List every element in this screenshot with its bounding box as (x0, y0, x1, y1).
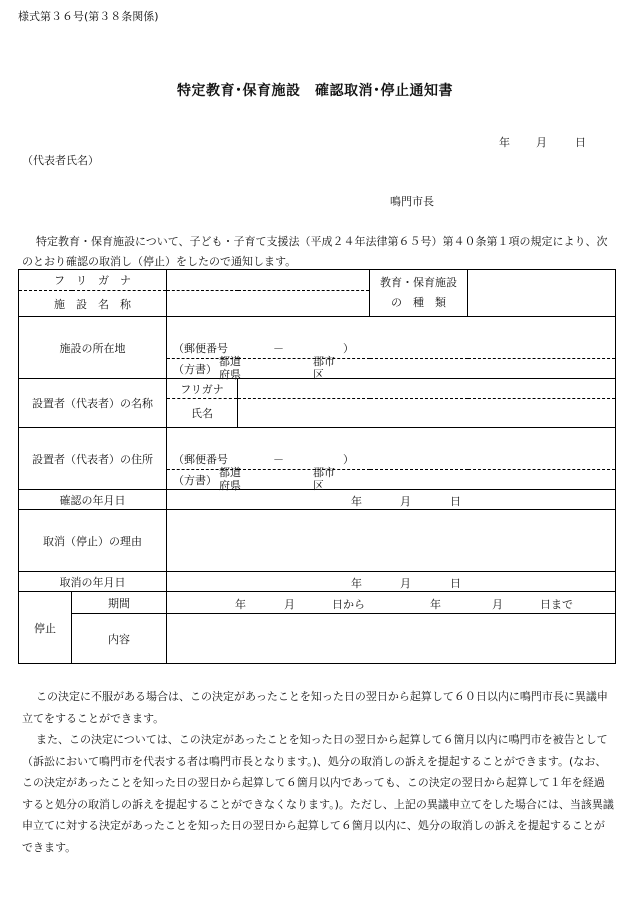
location-ku: 区 (313, 367, 324, 381)
confirm-date-day: 日 (450, 494, 461, 508)
representative-name-label: （代表者氏名） (22, 154, 99, 167)
operator-furigana-label-cell (167, 379, 238, 399)
suspension-label-cell (19, 592, 72, 664)
location-label-cell (19, 317, 167, 379)
location-postal-close: ） (343, 341, 354, 355)
location-postal-label: （郵便番号 (173, 341, 228, 355)
facility-type-label-cell (370, 270, 468, 317)
facility-type-label-1: 教育・保育施設 (380, 276, 457, 289)
header-date-year: 年 (499, 136, 510, 149)
content-label: 内容 (108, 632, 130, 646)
confirm-date-label: 確認の年月日 (59, 493, 126, 507)
operator-todo: 都道 (219, 465, 241, 479)
operator-katagaki-label: （方書） (173, 473, 217, 487)
facility-furigana-field[interactable] (167, 270, 370, 291)
confirm-date-year: 年 (351, 494, 362, 508)
operator-postal-label: （郵便番号 (173, 452, 228, 466)
confirm-date-month: 月 (400, 494, 411, 508)
period-from-month: 月 (284, 597, 295, 611)
header-date-month: 月 (536, 136, 547, 149)
operator-shimei-label: 氏名 (191, 407, 213, 420)
facility-type-label-2: の 種 類 (391, 296, 446, 309)
facility-name-label: 施 設 名 称 (54, 297, 131, 311)
location-label: 施設の所在地 (59, 341, 126, 355)
reason-label-cell (19, 510, 167, 572)
reason-field[interactable] (167, 510, 616, 572)
operator-address-label-cell (19, 428, 167, 490)
cancel-date-year: 年 (351, 576, 362, 590)
period-to-day: 日まで (540, 597, 573, 611)
cancel-date-label: 取消の年月日 (59, 575, 126, 589)
location-katagaki-label: （方書） (173, 362, 217, 376)
operator-ku: 区 (313, 478, 324, 492)
operator-furigana-label: フリガナ (180, 382, 224, 396)
cancel-date-month: 月 (400, 576, 411, 590)
period-to-year: 年 (430, 597, 441, 611)
location-gunshi: 郡市 (313, 354, 335, 368)
issuer: 鳴門市長 (390, 195, 434, 208)
operator-gunshi: 郡市 (313, 465, 335, 479)
reason-label: 取消（停止）の理由 (43, 534, 142, 548)
confirm-date-label-cell (19, 490, 167, 510)
period-from-day: 日から (332, 597, 365, 611)
period-from-year: 年 (235, 597, 246, 611)
furigana-label: フ リ ガ ナ (54, 274, 131, 287)
location-fuken: 府県 (219, 367, 241, 381)
operator-name-field[interactable] (238, 399, 616, 428)
suspension-label: 停止 (34, 621, 56, 635)
facility-name-label-cell (19, 291, 167, 317)
document-title: 特定教育･保育施設 確認取消･停止通知書 (177, 83, 453, 99)
content-label-cell (72, 614, 167, 664)
operator-name-label: 設置者（代表者）の名称 (32, 397, 153, 410)
notes-paragraph-1: この決定に不服がある場合は、この決定があったことを知った日の翌日から起算して６０日以内に鳴門市長に異議申立てをすることができます。 (22, 690, 608, 725)
furigana-label-cell (19, 270, 167, 291)
notes-paragraph-2: また、この決定については、この決定があったことを知った日の翌日から起算して６箇月以内に鳴門市を被告として（訴訟において鳴門市を代表する者は鳴門市長となります。)、処分の取消しの訴えを提起することができます。(なお、この決定があったことを知った日の翌日から起算して６箇月以内であっても、この決定の翌日から起算して１年を経過すると処分の取消しの訴えを提起することができなくなります。)。ただし、上記の異議申立てをした場合には、当該異議申立てに対する決定があったことを知った日の翌日から起算して６箇月以内に、処分の取消しの訴えを提起することができます。 (22, 733, 614, 854)
operator-name-label-cell (19, 379, 167, 428)
operator-shimei-label-cell (167, 399, 238, 428)
operator-furigana-field[interactable] (238, 379, 616, 399)
operator-postal-dash: － (273, 452, 284, 466)
period-to-month: 月 (492, 597, 503, 611)
operator-address-label: 設置者（代表者）の住所 (32, 452, 153, 466)
header-date-day: 日 (575, 136, 586, 149)
intro-text: 特定教育・保育施設について、子ども・子育て支援法（平成２４年法律第６５号）第４０条第１項の規定により、次のとおり確認の取消し（停止）をしたので通知します。 (22, 235, 608, 268)
location-todo: 都道 (219, 354, 241, 368)
cancel-date-label-cell (19, 572, 167, 592)
cancel-date-field[interactable] (167, 572, 616, 592)
operator-fuken: 府県 (219, 478, 241, 492)
facility-type-field[interactable] (468, 270, 616, 317)
form-number: 様式第３６号(第３８条関係) (18, 10, 159, 23)
notes-section (22, 686, 614, 858)
suspension-period-field[interactable] (167, 592, 616, 614)
period-label: 期間 (108, 596, 130, 610)
suspension-content-field[interactable] (167, 614, 616, 664)
facility-name-field[interactable] (167, 291, 370, 317)
location-postal-dash: － (273, 341, 284, 355)
notice-form-table (18, 269, 616, 664)
period-label-cell (72, 592, 167, 614)
confirm-date-field[interactable] (167, 490, 616, 510)
cancel-date-day: 日 (450, 576, 461, 590)
operator-postal-close: ） (343, 452, 354, 466)
